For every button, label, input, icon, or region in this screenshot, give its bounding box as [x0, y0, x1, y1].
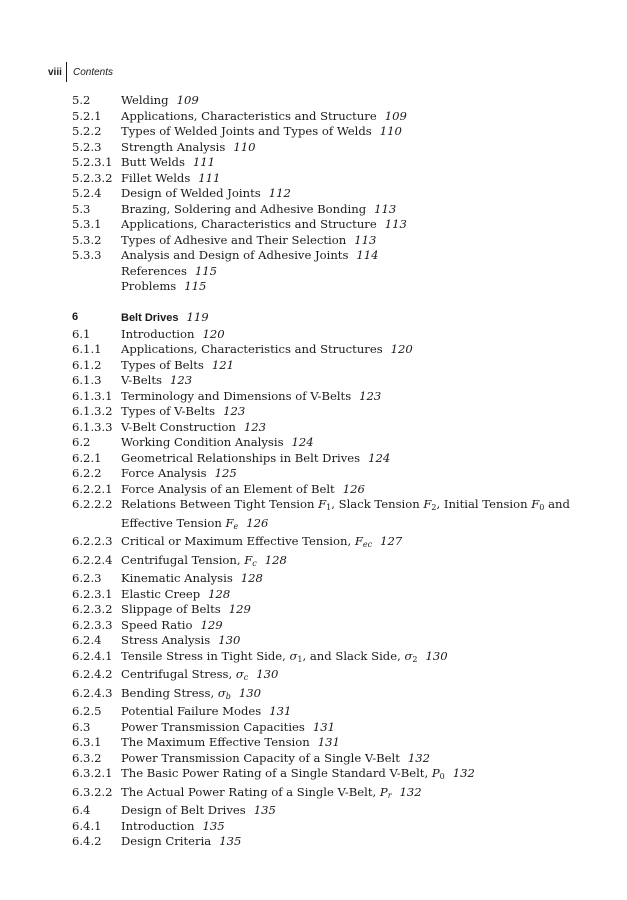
- entry-title-wrap: [121, 466, 592, 482]
- entry-title: Power Transmission Capacity of a Single V-Belt: [121, 750, 400, 765]
- toc-entry[interactable]: [72, 587, 592, 603]
- entry-page: 135: [253, 803, 276, 817]
- toc-entry[interactable]: [72, 420, 592, 436]
- entry-title: Design of Welded Joints: [121, 186, 261, 200]
- entry-number: 5.2.3.1: [72, 155, 113, 169]
- toc-entry[interactable]: [72, 327, 592, 343]
- chapter-page: 119: [186, 310, 209, 324]
- toc-entry[interactable]: [72, 109, 592, 125]
- entry-title: Power Transmission Capacities: [121, 719, 305, 734]
- entry-title: The Basic Power Rating of a Single Standard V-Belt, $P_0$ 132: [121, 766, 475, 781]
- entry-title-wrap: [121, 834, 592, 850]
- entry-title-wrap: [121, 264, 592, 280]
- toc-entry[interactable]: [72, 571, 592, 587]
- entry-number: 6.4.1: [72, 818, 102, 833]
- toc-entry[interactable]: [72, 435, 592, 451]
- entry-title-wrap: [121, 819, 592, 835]
- entry-number: 6.2.2.1: [72, 481, 113, 496]
- entry-number: 6.2.4.2: [72, 667, 113, 681]
- entry-title-wrap: [121, 587, 592, 603]
- entry-number: 6.2.3.1: [72, 586, 113, 601]
- entry-page: 132: [452, 766, 475, 780]
- entry-title-wrap: [121, 217, 592, 233]
- entry-title-wrap: [121, 751, 592, 767]
- entry-page: 128: [240, 571, 263, 585]
- entry-title: The Maximum Effective Tension: [121, 735, 310, 749]
- entry-number: 5.2.3: [72, 139, 102, 154]
- entry-title-wrap: [121, 342, 592, 358]
- toc-entry[interactable]: [72, 140, 592, 156]
- toc-entry[interactable]: [72, 667, 592, 686]
- running-head: [48, 62, 113, 82]
- entry-title-wrap: [121, 233, 592, 249]
- toc-entry[interactable]: [72, 553, 592, 572]
- entry-title-wrap: [121, 389, 592, 405]
- entry-page: 115: [194, 263, 218, 278]
- running-title: Contents: [73, 66, 114, 78]
- entry-title: Welding: [121, 93, 169, 107]
- entry-number: 6.1.3.2: [72, 404, 113, 418]
- toc-entry[interactable]: [72, 618, 592, 634]
- entry-page: 120: [390, 342, 413, 356]
- entry-number: 5.3.3: [72, 248, 102, 262]
- entry-number: 5.3.1: [72, 217, 102, 231]
- toc-entry[interactable]: [72, 466, 592, 482]
- entry-title-wrap: [121, 720, 592, 736]
- entry-page: 130: [256, 667, 279, 681]
- entry-title: Design Criteria: [121, 834, 212, 848]
- entry-page: 128: [208, 586, 231, 601]
- toc-entry[interactable]: [72, 686, 592, 705]
- page-number: viii: [48, 66, 62, 78]
- entry-page: 124: [368, 450, 391, 465]
- toc-entry[interactable]: [72, 803, 592, 819]
- entry-page: 114: [356, 248, 379, 262]
- entry-page: 113: [374, 201, 397, 216]
- entry-title: Strength Analysis: [121, 139, 226, 154]
- toc-entry[interactable]: [72, 202, 592, 218]
- entry-page: 126: [246, 515, 269, 530]
- entry-page: 126: [342, 481, 365, 496]
- entry-number: 6.2.5: [72, 704, 102, 718]
- entry-title: Centrifugal Tension, $F_c$ 128: [121, 552, 287, 568]
- entry-number: 5.2: [72, 93, 91, 107]
- toc-entry[interactable]: [72, 186, 592, 202]
- entry-title: Analysis and Design of Adhesive Joints: [121, 248, 349, 262]
- toc-entry[interactable]: [72, 720, 592, 736]
- entry-title-wrap: [121, 186, 592, 202]
- entry-title-wrap: [121, 279, 592, 295]
- toc-entry[interactable]: [72, 93, 592, 109]
- entry-number: 6.1.2: [72, 357, 102, 372]
- entry-page: 132: [399, 784, 422, 799]
- entry-page: 110: [379, 124, 402, 138]
- toc-entry[interactable]: [72, 819, 592, 835]
- entry-page: 121: [211, 357, 234, 372]
- entry-number: 6.2.2: [72, 466, 102, 480]
- entry-number: 6.2.3: [72, 571, 102, 585]
- entry-page: 123: [359, 388, 382, 403]
- entry-title: Slippage of Belts: [121, 602, 221, 616]
- entry-title: Introduction: [121, 818, 195, 833]
- toc-entry[interactable]: [72, 482, 592, 498]
- section-6-entries: [72, 327, 592, 498]
- entry-title: Bending Stress, $\sigma_b$ 130: [121, 685, 262, 701]
- entry-title-wrap: [121, 735, 592, 751]
- toc-entry[interactable]: [72, 124, 592, 140]
- entry-number: 6.3: [72, 719, 91, 734]
- entry-number: 6.2: [72, 435, 91, 449]
- toc-entry[interactable]: [72, 373, 592, 389]
- entry-number: 6.1.3.1: [72, 388, 113, 403]
- entry-title: Tensile Stress in Tight Side, $\sigma_1$, and Slack Side, $\sigma_2$ 130: [121, 648, 448, 664]
- spacer: [72, 295, 592, 311]
- entry-title: Applications, Characteristics and Structure: [121, 217, 377, 231]
- entry-page: 130: [238, 685, 262, 700]
- chapter-title: Belt Drives: [121, 312, 179, 324]
- entry-continuation: Effective Tension $F_e$ 126: [121, 515, 269, 531]
- entry-number: 6.4.2: [72, 834, 102, 848]
- entry-number: [72, 279, 121, 295]
- entry-title-wrap: [121, 124, 592, 140]
- toc-entry[interactable]: [72, 735, 592, 751]
- entry-title: Potential Failure Modes: [121, 704, 262, 718]
- entry-title: Applications, Characteristics and Structure: [121, 108, 377, 123]
- toc-entry[interactable]: [72, 342, 592, 358]
- header-divider: [66, 62, 67, 82]
- entry-title: Force Analysis: [121, 466, 207, 480]
- chapter-heading[interactable]: [72, 310, 592, 327]
- entry-number: 5.2.3.2: [72, 170, 113, 185]
- toc-entry[interactable]: [72, 171, 592, 187]
- entry-title: The Actual Power Rating of a Single V-Belt, $P_r$ 132: [121, 784, 422, 800]
- entry-title: Brazing, Soldering and Adhesive Bonding: [121, 201, 367, 216]
- entry-title-wrap: [121, 373, 592, 389]
- entry-page: 123: [243, 419, 267, 434]
- toc-entry[interactable]: [72, 248, 592, 264]
- entry-title-wrap: [121, 482, 592, 498]
- entry-title: Centrifugal Stress, $\sigma_c$ 130: [121, 667, 279, 682]
- entry-title: Types of Belts: [121, 357, 204, 372]
- section-6d-entries: [72, 803, 592, 850]
- entry-title: Stress Analysis: [121, 633, 211, 647]
- entry-title: Working Condition Analysis: [121, 435, 284, 449]
- table-of-contents: [72, 93, 592, 850]
- entry-title-wrap: [121, 618, 592, 634]
- chapter-number: 6: [72, 311, 79, 323]
- toc-entry[interactable]: [72, 834, 592, 850]
- entry-page: 128: [264, 552, 287, 567]
- section-6c-entries: [72, 704, 592, 766]
- entry-page: 115: [184, 279, 207, 293]
- entry-page: 132: [407, 750, 431, 765]
- entry-page: 109: [384, 108, 407, 123]
- entry-page: 109: [176, 93, 199, 107]
- entry-number: 6.2.4.3: [72, 685, 113, 700]
- toc-entry[interactable]: [72, 534, 592, 553]
- entry-title: Butt Welds: [121, 155, 185, 169]
- entry-title: Types of V-Belts: [121, 404, 216, 418]
- entry-title: V-Belts: [121, 373, 162, 387]
- entry-number: 6.1: [72, 326, 91, 341]
- entry-title: Geometrical Relationships in Belt Drives: [121, 450, 361, 465]
- entry-title: Design of Belt Drives: [121, 803, 246, 817]
- entry-page: 110: [233, 139, 256, 154]
- entry-title-wrap: [121, 435, 592, 451]
- entry-title-wrap: [121, 704, 592, 720]
- entry-title: Fillet Welds: [121, 170, 191, 185]
- entry-number: 6.3.2.1: [72, 766, 113, 780]
- entry-title: Types of Adhesive and Their Selection: [121, 232, 347, 247]
- toc-entry[interactable]: [72, 264, 592, 280]
- entry-number: [72, 264, 121, 280]
- entry-title: Types of Welded Joints and Types of Welds: [121, 124, 372, 138]
- entry-page: 131: [317, 735, 340, 749]
- entry-page: 130: [425, 648, 448, 663]
- entry-page: 125: [214, 466, 237, 480]
- entry-number: 6.1.3.3: [72, 419, 113, 434]
- entry-title: Introduction: [121, 326, 195, 341]
- entry-title: Elastic Creep: [121, 586, 201, 601]
- entry-page: 130: [218, 633, 241, 647]
- entry-page: 120: [202, 326, 225, 341]
- entry-title: Applications, Characteristics and Structures: [121, 342, 383, 356]
- entry-page: 111: [192, 155, 216, 169]
- toc-entry[interactable]: [72, 704, 592, 720]
- entry-page: 129: [200, 617, 223, 632]
- entry-title-wrap: [121, 451, 592, 467]
- entry-number: 5.2.1: [72, 108, 102, 123]
- toc-entry[interactable]: [72, 155, 592, 171]
- section-6b-entries: [72, 571, 592, 649]
- entry-number: 5.3: [72, 201, 91, 216]
- section-5-entries: [72, 93, 592, 295]
- entry-number: 6.2.2.4: [72, 552, 113, 567]
- entry-title-wrap: [121, 171, 592, 187]
- entry-number: 6.2.2.2: [72, 497, 113, 511]
- entry-number: 6.2.4: [72, 633, 102, 647]
- entry-number: 6.3.1: [72, 735, 102, 749]
- entry-title: Relations Between Tight Tension $F_1$, Slack Tension $F_2$, Initial Tension $F_0$ and: [121, 497, 570, 512]
- entry-number: 5.2.2: [72, 124, 102, 138]
- entry-page: 131: [312, 719, 336, 734]
- entry-number: 6.2.2.3: [72, 534, 113, 548]
- entry-number: 5.2.4: [72, 186, 102, 200]
- toc-entry[interactable]: [72, 217, 592, 233]
- entry-title: Force Analysis of an Element of Belt: [121, 481, 335, 496]
- entry-number: 6.3.2.2: [72, 784, 113, 799]
- toc-entry[interactable]: [72, 766, 592, 785]
- entry-page: 113: [354, 232, 377, 247]
- toc-entry[interactable]: [72, 633, 592, 649]
- entry-title: Speed Ratio: [121, 617, 193, 632]
- entry-page: 135: [202, 818, 225, 833]
- entry-page: 123: [169, 373, 193, 387]
- entry-title-wrap: [121, 93, 592, 109]
- toc-entry[interactable]: [72, 649, 592, 668]
- entry-page: 124: [291, 435, 314, 449]
- entry-number: 6.2.3.3: [72, 617, 113, 632]
- entry-page: 135: [219, 834, 242, 848]
- entry-page: 111: [198, 170, 221, 185]
- toc-entry[interactable]: [72, 358, 592, 374]
- entry-title: Problems: [121, 279, 177, 293]
- entry-title-wrap: [121, 155, 592, 171]
- entry-title-wrap: [121, 602, 592, 618]
- entry-title-wrap: [121, 404, 592, 420]
- toc-entry[interactable]: [72, 279, 592, 295]
- entry-title-wrap: [121, 420, 592, 436]
- toc-entry[interactable]: [72, 497, 592, 516]
- entry-page: 129: [228, 602, 251, 616]
- entry-number: 6.1.1: [72, 342, 102, 356]
- entry-page: 131: [269, 704, 292, 718]
- entry-title-wrap: [121, 202, 592, 218]
- entry-title-wrap: [121, 327, 592, 343]
- entry-page: 127: [380, 534, 403, 548]
- toc-entry[interactable]: [72, 389, 592, 405]
- toc-entry[interactable]: [72, 233, 592, 249]
- entry-number: 6.2.1: [72, 450, 102, 465]
- entry-title-wrap: [121, 803, 592, 819]
- toc-entry[interactable]: [72, 602, 592, 618]
- entry-number: 6.1.3: [72, 373, 102, 387]
- entry-title: V-Belt Construction: [121, 419, 236, 434]
- entry-title: References: [121, 263, 187, 278]
- entry-title: Critical or Maximum Effective Tension, $F_{ec}$ 127: [121, 534, 403, 549]
- entry-title-wrap: [121, 358, 592, 374]
- entry-number: 6.2.3.2: [72, 602, 113, 616]
- entry-title-wrap: [121, 633, 592, 649]
- toc-entry[interactable]: [72, 404, 592, 420]
- toc-entry[interactable]: [72, 785, 592, 804]
- entry-number: 6.2.4.1: [72, 648, 113, 663]
- entry-page: 112: [268, 186, 291, 200]
- toc-entry[interactable]: [72, 751, 592, 767]
- entry-title: Kinematic Analysis: [121, 571, 233, 585]
- entry-page: 123: [223, 404, 246, 418]
- entry-number: 5.3.2: [72, 232, 102, 247]
- entry-title-wrap: [121, 248, 592, 264]
- toc-entry[interactable]: [72, 451, 592, 467]
- entry-number: 6.3.2: [72, 750, 102, 765]
- entry-title: Terminology and Dimensions of V-Belts: [121, 388, 352, 403]
- entry-page: 113: [384, 217, 407, 231]
- entry-title-wrap: [121, 571, 592, 587]
- entry-title-wrap: [121, 140, 592, 156]
- entry-number: 6.4: [72, 803, 91, 817]
- entry-title-wrap: [121, 109, 592, 125]
